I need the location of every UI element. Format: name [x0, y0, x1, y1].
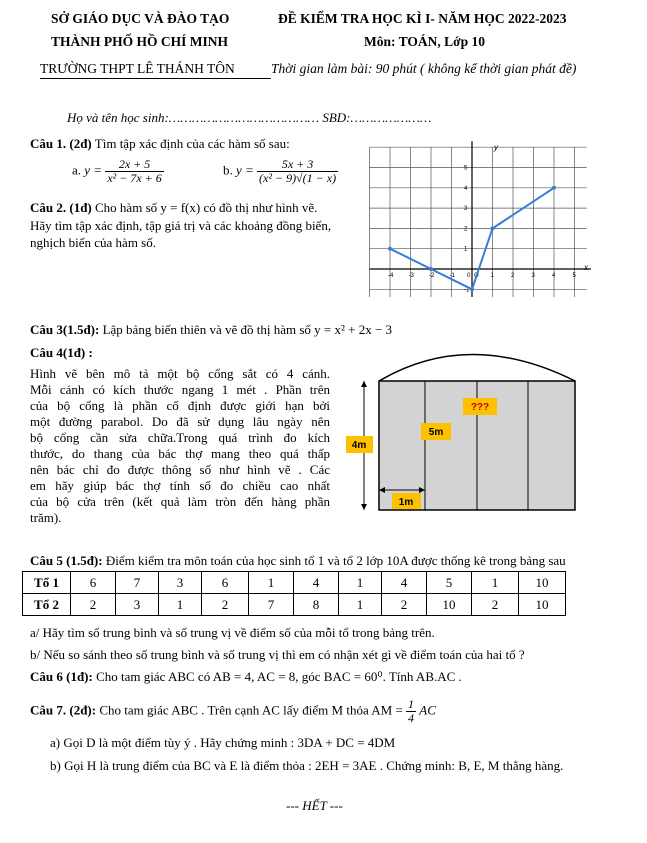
q1a-label: a. [72, 162, 82, 178]
exam-title: ĐỀ KIỂM TRA HỌC KÌ I- NĂM HỌC 2022-2023 [278, 11, 567, 26]
graph-axes [370, 141, 591, 297]
question-4-line: Mỗi cánh có kích thước ngang 1 mét . Phần trên [30, 382, 330, 397]
table-cell: 7 [116, 572, 159, 594]
x-tick-label: -4 [388, 273, 394, 279]
score-table [22, 571, 566, 616]
question-2-label: Câu 2. (1đ) [30, 200, 92, 215]
table-cell: 7 [249, 594, 294, 616]
question-4-line: của bộ cổng là phần cố định được giới hạn bởi [30, 398, 330, 413]
label-unknown-height: ??? [470, 402, 490, 413]
question-3 [30, 322, 392, 338]
x-tick-label: -2 [429, 273, 435, 279]
question-4-line: một đường parabol. Do đã sử dụng lâu ngày nên [30, 414, 330, 429]
question-4-line: thước, do thang của bác thợ mang theo quá thấp [30, 446, 330, 461]
y-tick-label: 1 [464, 246, 468, 253]
table-cell: 2 [202, 594, 249, 616]
end-marker: --- HẾT --- [286, 798, 343, 813]
question-5a: a/ Hãy tìm số trung bình và số trung vị về điểm số của mỗi tổ trong bảng trên. [30, 625, 435, 640]
x-tick-label: -1 [449, 273, 455, 279]
table-cell: 5 [427, 572, 472, 594]
question-7-text: Cho tam giác ABC . Trên cạnh AC lấy điểm M thỏa AM = [96, 702, 403, 718]
label-5m: 5m [428, 427, 444, 438]
question-2-text: Cho hàm số y = f(x) có đồ thị như hình vẽ. [91, 200, 318, 215]
height-arrow-4m-bottom [361, 504, 367, 510]
q1a-denominator: x² − 7x + 6 [107, 171, 162, 185]
q1a-lhs: y = [84, 162, 103, 178]
question-4-label: Câu 4(1đ) : [30, 345, 93, 360]
graph-point [470, 287, 474, 291]
table-cell: 6 [202, 572, 249, 594]
question-6-text: Cho tam giác ABC có AB = 4, AC = 8, góc BAC = 60⁰. Tính AB.AC . [92, 669, 462, 684]
time-allowed: Thời gian làm bài: 90 phút ( không kể thời gian phát đề) [271, 61, 577, 76]
question-1-text: Tìm tập xác định của các hàm số sau: [91, 136, 290, 151]
question-3-text: Lập bảng biến thiên và vẽ đồ thị hàm số y = x² + 2x − 3 [99, 322, 393, 337]
table-cell: 1 [339, 594, 382, 616]
question-6-label: Câu 6 (1đ): [30, 669, 93, 684]
y-tick-label: -1 [464, 287, 470, 294]
x-tick-label: 2 [511, 273, 515, 279]
table-cell: 10 [427, 594, 472, 616]
question-4-line: trăm). [30, 510, 62, 525]
question-2-line-3: nghịch biến của hàm số. [30, 235, 156, 250]
x-tick-label: -3 [408, 273, 414, 279]
y-tick-label: 3 [464, 206, 468, 213]
x-tick-label: 0 [467, 273, 471, 279]
question-1a [72, 158, 164, 185]
question-7a: a) Gọi D là một điểm tùy ý . Hãy chứng minh : 3DA + DC = 4DM [50, 735, 396, 750]
city-name: THÀNH PHỐ HỒ CHÍ MINH [51, 34, 229, 49]
q7-denominator: 4 [408, 711, 415, 725]
q1b-fraction [257, 158, 338, 185]
graph-ticks [388, 166, 577, 294]
table-cell: 6 [71, 572, 116, 594]
graph-point [491, 226, 495, 230]
question-3-label: Câu 3(1.5đ): [30, 322, 100, 337]
origin-label: O [474, 273, 479, 279]
table-cell: 3 [159, 572, 202, 594]
table-cell: 1 [472, 572, 519, 594]
question-4-line: bộ cổng cần sửa chữa.Trong quá trình đo kích [30, 430, 330, 445]
table-cell: 10 [519, 572, 566, 594]
question-7b: b) Gọi H là trung điểm của BC và E là điểm thỏa : 2EH = 3AE . Chứng minh: B, E, M thẳng hàng. [50, 758, 564, 773]
table-cell: 8 [294, 594, 339, 616]
q1a-numerator: 2x + 5 [105, 158, 163, 172]
q7-fraction [406, 698, 416, 725]
question-7 [30, 698, 436, 725]
q7-numerator: 1 [408, 697, 415, 711]
x-axis-label: x [584, 263, 588, 272]
row-header: Tổ 2 [23, 594, 71, 616]
school-name: TRƯỜNG THPT LÊ THÁNH TÔN [40, 61, 235, 76]
table-cell: 4 [382, 572, 427, 594]
question-2-line-2: Hãy tìm tập xác định, tập giá trị và các khoảng đồng biến, [30, 218, 332, 233]
q1b-lhs: y = [236, 162, 254, 178]
question-2-line-1 [30, 200, 317, 216]
table-cell: 3 [116, 594, 159, 616]
label-4m: 4m [351, 440, 367, 451]
question-5 [30, 553, 566, 569]
table-cell: 2 [382, 594, 427, 616]
question-4-line: của bộ cửa trên (kết quả làm tròn đến hàng phần [30, 494, 330, 509]
question-5-label: Câu 5 (1.5đ): [30, 553, 103, 568]
y-tick-label: 4 [464, 185, 468, 192]
graph-point [552, 186, 556, 190]
question-1 [30, 136, 290, 152]
y-axis-label: y [494, 143, 498, 152]
graph-point [429, 267, 433, 271]
question-4-body [30, 366, 330, 526]
school-underline [40, 78, 271, 79]
table-row [23, 594, 566, 616]
department-name: SỞ GIÁO DỤC VÀ ĐÀO TẠO [51, 11, 230, 26]
table-cell: 2 [472, 594, 519, 616]
function-graph [368, 137, 600, 297]
parabola-arch [379, 355, 575, 382]
table-cell: 1 [249, 572, 294, 594]
graph-point [388, 247, 392, 251]
student-info-line: Họ và tên học sinh:………………………………… SBD:………………… [67, 110, 432, 125]
table-cell: 1 [339, 572, 382, 594]
label-1m: 1m [398, 497, 414, 508]
q1b-numerator: 5x + 3 [257, 158, 338, 172]
gate-figure [337, 350, 599, 520]
height-arrow-4m-top [361, 381, 367, 387]
x-tick-label: 3 [531, 273, 535, 279]
question-4-line: nên bác chỉ đo được thông số như hình vẽ . Các [30, 462, 330, 477]
q1b-denominator: (x² − 9)√(1 − x) [259, 171, 337, 185]
x-tick-label: 4 [552, 273, 556, 279]
x-tick-label: 1 [490, 273, 494, 279]
question-1b [223, 158, 338, 185]
table-row [23, 572, 566, 594]
question-5-text: Điểm kiểm tra môn toán của học sinh tổ 1 và tổ 2 lớp 10A được thống kê trong bảng sau [102, 553, 566, 568]
question-4-line: Hình vẽ bên mô tả một bộ cổng sắt có 4 cánh. [30, 366, 330, 381]
question-5b: b/ Nếu so sánh theo số trung bình và số trung vị thì em có nhận xét gì về điểm toán của hai tổ ? [30, 647, 525, 662]
table-cell: 2 [71, 594, 116, 616]
y-tick-label: 5 [464, 165, 468, 172]
question-6 [30, 669, 462, 685]
table-cell: 4 [294, 572, 339, 594]
q1a-fraction [105, 158, 163, 185]
question-4-line: em hãy giúp bác thợ tính số đo chiều cao nhất [30, 478, 330, 493]
question-1-label: Câu 1. (2đ) [30, 136, 92, 151]
question-7-label: Câu 7. (2đ): [30, 702, 97, 718]
table-cell: 1 [159, 594, 202, 616]
y-tick-label: 2 [464, 226, 468, 233]
row-header: Tổ 1 [23, 572, 71, 594]
x-tick-label: 5 [572, 273, 576, 279]
q7-text-end: AC [419, 702, 436, 718]
table-cell: 10 [519, 594, 566, 616]
q1b-label: b. [223, 162, 233, 178]
subject-line: Môn: TOÁN, Lớp 10 [364, 34, 485, 49]
